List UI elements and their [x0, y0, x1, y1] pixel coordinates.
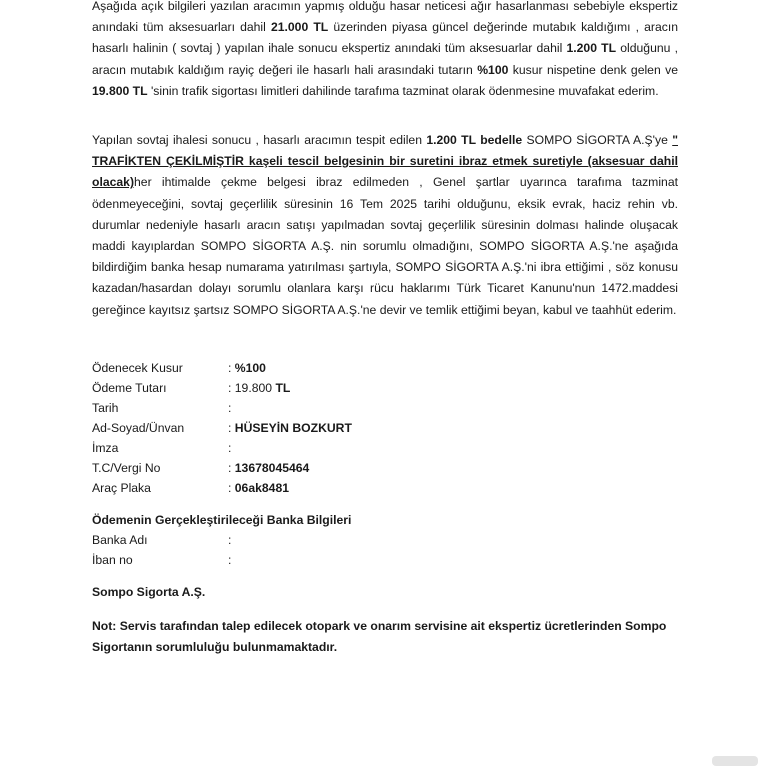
market-value-amount: 21.000 TL	[270, 20, 329, 35]
field-label: Ödenecek Kusur	[92, 361, 183, 375]
field-label: Banka Adı	[92, 533, 148, 547]
field-label: T.C/Vergi No	[92, 461, 161, 475]
page-corner-mark	[712, 756, 758, 766]
field-label: Ödeme Tutarı	[92, 381, 167, 395]
field-value: : 06ak8481	[228, 481, 290, 495]
fault-rate: %100	[477, 62, 509, 77]
paragraph-text: Yapılan sovtaj ihalesi sonucu , hasarlı aracımın tespit edilen	[92, 133, 427, 147]
salvage-amount: 1.200 TL	[566, 41, 617, 56]
paragraph-text: Aşağıda açık bilgileri yazılan aracımın yapmış olduğu hasar neticesi ağır hasarlanması sebebiyle ekspertiz anındaki tüm aksesuarları dahil	[92, 0, 678, 35]
field-value: : 13678045464	[228, 461, 310, 475]
disclaimer-note: Not: Servis tarafından talep edilecek otopark ve onarım servisine ait ekspertiz ücretlerinden Sompo Sigortanın sorumluluğu bulunmamaktadır.	[92, 619, 667, 654]
field-label: Tarih	[92, 401, 119, 415]
company-name: Sompo Sigorta A.Ş.	[92, 585, 206, 599]
paragraph-text: SOMPO SİGORTA A.Ş'ye	[522, 133, 673, 147]
field-value: :	[228, 533, 232, 547]
field-value: : HÜSEYİN BOZKURT	[228, 421, 352, 435]
paragraph-text: kusur nispetine denk gelen ve	[508, 62, 678, 77]
field-value: :	[228, 401, 232, 415]
field-label: İban no	[92, 553, 133, 567]
deregistration-requirement: " TRAFİKTEN ÇEKİLMİŞTİR kaşeli tescil belgesinin bir suretini ibraz etmek suretiyle (aksesuar dahil olacak)	[92, 133, 678, 190]
field-value: : %100	[228, 361, 266, 375]
paragraph-text: 'sinin trafik sigortası limitleri dahilinde tarafıma tazminat olarak ödenmesine muvafakat ederim.	[147, 83, 659, 98]
field-label: Araç Plaka	[92, 481, 151, 495]
consent-paragraph	[92, 0, 678, 102]
paragraph-text: olduğunu , aracın mutabık kaldığım rayiç değeri ile hasarlı hali arasındaki tutarın	[92, 41, 678, 77]
field-value: : 19.800 TL	[228, 381, 291, 395]
compensation-amount: 19.800 TL	[92, 83, 148, 98]
field-value: :	[228, 553, 232, 567]
salvage-price: 1.200 TL bedelle	[426, 133, 523, 147]
salvage-paragraph	[92, 130, 678, 321]
field-label: İmza	[92, 441, 119, 455]
field-label: Ad-Soyad/Ünvan	[92, 421, 185, 435]
paragraph-text: her ihtimalde çekme belgesi ibraz edilmeden , Genel şartlar uyarınca tarafıma tazminat ödenmeyeceğini, sovtaj geçerlilik süresinin 16 Tem 2025 tarihi olduğunu, eksik evrak, haciz rehin vb. durumlar nedeniyle hasarlı aracın satışı yapılmadan sovtaj geçerlilik süresinin dolması halinde oluşacak maddi kayıplardan SOMPO SİGORTA A.Ş. nin sorumlu olmadığını, SOMPO SİGORTA A.Ş.'ne aşağıda bildirdiğim banka hesap numarama yatırılması şartıyla, SOMPO SİGORTA A.Ş.'ni ibra ettiğimi , söz konusu kazadan/hasardan dolayı sorumlu olanlara karşı rücu haklarımı Türk Ticaret Kanunu'nun 1472.maddesi gereğince kayıtsız şartsız SOMPO SİGORTA A.Ş.'ne devir ve temlik ettiğimi beyan, kabul ve taahhüt ederim.	[92, 175, 678, 317]
field-value: :	[228, 441, 232, 455]
paragraph-text: üzerinden piyasa güncel değerinde mutabık kaldığımı , aracın hasarlı halinin ( sovtaj ) yapılan ihale sonucu ekspertiz anındaki tüm aksesuarlar dahil	[92, 20, 679, 56]
bank-info-heading: Ödemenin Gerçekleştirileceği Banka Bilgileri	[92, 513, 352, 527]
